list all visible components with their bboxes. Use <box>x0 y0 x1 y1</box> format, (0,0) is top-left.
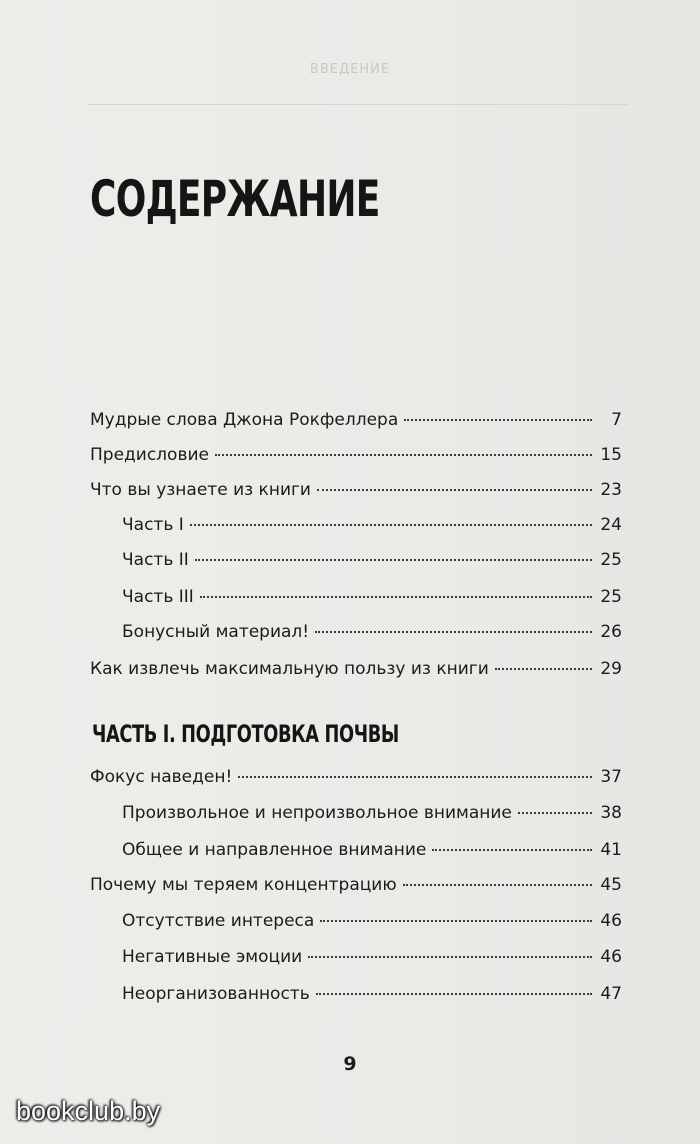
toc-entry-label: Бонусный материал! <box>122 622 310 642</box>
page-number: 9 <box>343 1053 357 1075</box>
toc-leader-dots <box>404 419 592 421</box>
toc-entry-page: 26 <box>600 622 622 642</box>
running-head: ВВЕДЕНИЕ <box>309 62 391 77</box>
toc-entry-label: Часть III <box>122 587 194 607</box>
toc-entry-page: 37 <box>600 767 622 787</box>
toc-subentry <box>122 587 622 613</box>
toc-subentry <box>122 984 622 1010</box>
toc-entry-label: Произвольное и непроизвольное внимание <box>122 803 512 823</box>
toc-entry-label: Почему мы теряем концентрацию <box>90 875 397 895</box>
toc-leader-dots <box>495 668 592 670</box>
toc-entry-page: 46 <box>600 911 622 931</box>
toc-subentry <box>122 911 622 937</box>
part-heading: ЧАСТЬ I. ПОДГОТОВКА ПОЧВЫ <box>92 720 399 748</box>
toc-leader-dots <box>403 884 592 886</box>
toc-leader-dots <box>518 812 592 814</box>
toc-leader-dots <box>308 956 592 958</box>
toc-subentry <box>122 803 622 829</box>
page-title: СОДЕРЖАНИЕ <box>90 170 380 228</box>
toc-entry-label: Негативные эмоции <box>122 947 303 967</box>
toc-entry-page: 46 <box>600 947 622 967</box>
toc-leader-dots <box>315 631 592 633</box>
watermark: bookclub.by <box>16 1096 161 1126</box>
toc-subentry <box>122 947 622 973</box>
toc-leader-dots <box>316 993 592 995</box>
toc-entry-page: 25 <box>600 550 622 570</box>
toc-entry <box>90 445 622 471</box>
toc-entry-page: 45 <box>600 875 622 895</box>
toc-subentry <box>122 515 622 541</box>
toc-subentry <box>122 840 622 866</box>
toc-entry-page: 23 <box>600 480 622 500</box>
toc-entry-page: 25 <box>600 587 622 607</box>
toc-entry-page: 29 <box>600 659 622 679</box>
toc-entry-label: Фокус наведен! <box>90 767 233 787</box>
toc-subentry <box>122 550 622 576</box>
toc-entry-page: 7 <box>611 410 622 430</box>
toc-entry <box>90 480 622 506</box>
toc-entry-label: Часть I <box>122 515 184 535</box>
toc-leader-dots <box>320 920 592 922</box>
toc-entry-page: 24 <box>600 515 622 535</box>
header-rule <box>88 104 628 105</box>
toc-entry-page: 41 <box>600 840 622 860</box>
toc-leader-dots <box>200 596 592 598</box>
toc-leader-dots <box>215 454 592 456</box>
toc-entry-label: Мудрые слова Джона Рокфеллера <box>90 410 399 430</box>
toc-entry-label: Часть II <box>122 550 189 570</box>
toc-entry-page: 15 <box>600 445 622 465</box>
toc-entry-label: Как извлечь максимальную пользу из книги <box>90 659 489 679</box>
toc-entry-page: 38 <box>600 803 622 823</box>
toc-leader-dots <box>432 849 592 851</box>
toc-entry-label: Отсутствие интереса <box>122 911 315 931</box>
toc-entry-label: Предисловие <box>90 445 209 465</box>
toc-entry-label: Что вы узнаете из книги <box>90 480 311 500</box>
toc-entry-label: Неорганизованность <box>122 984 310 1004</box>
toc-entry <box>90 410 622 436</box>
toc-leader-dots <box>317 489 592 491</box>
toc-leader-dots <box>238 776 592 778</box>
toc-leader-dots <box>190 524 592 526</box>
toc-leader-dots <box>195 559 592 561</box>
toc-entry <box>90 767 622 793</box>
toc-entry <box>90 875 622 901</box>
toc-entry-label: Общее и направленное внимание <box>122 840 427 860</box>
toc-entry-page: 47 <box>600 984 622 1004</box>
toc-subentry <box>122 622 622 648</box>
toc-entry <box>90 659 622 685</box>
